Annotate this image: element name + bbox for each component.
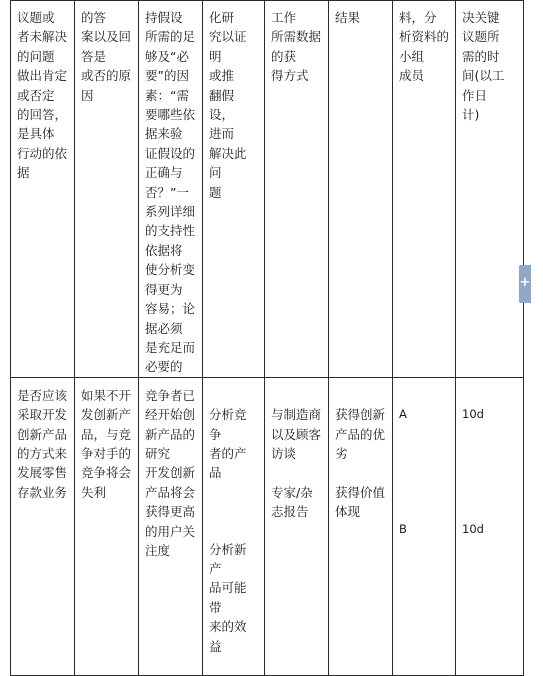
table-cell: 是否应该 采取开发 创新产品 的方式来 发展零售 存款业务 xyxy=(11,377,75,676)
cell-text: 专家/杂 志报告 xyxy=(271,484,313,520)
table-cell xyxy=(203,377,265,676)
table-cell xyxy=(329,377,393,676)
table-cell: 议题或 者未解决 的问题 做出肯定 或否定 的回答， 是具体 行动的依 据 xyxy=(11,1,75,378)
table-row xyxy=(11,1,524,378)
issue-analysis-table xyxy=(10,0,524,676)
table-cell: 工作 所需数据 的获 得方式 xyxy=(265,1,329,378)
cell-text: 分析竞争 者的产品 xyxy=(209,407,247,481)
plus-icon: + xyxy=(519,275,531,290)
table-cell: 如果不开 发创新产 品，与竞 争对手的 竞争将会 失利 xyxy=(75,377,139,676)
table-cell: 持假设 所需的足 够及“必 要”的因 素：“需 要哪些依 据来验 证假设的 正确与 否？”一 系列详细 的支持性 依据将 使分析变 得更为 容易；论 据必须 是充足而 必要的 xyxy=(139,1,203,378)
table-cell: 结果 xyxy=(329,1,393,378)
cell-text: 10d xyxy=(462,522,484,537)
table-cell xyxy=(456,377,524,676)
table-row xyxy=(11,377,524,676)
table-cell xyxy=(265,377,329,676)
table-cell xyxy=(393,377,456,676)
cell-text: A xyxy=(399,407,407,422)
table-cell: 料，分 析资料的 小组 成员 xyxy=(393,1,456,378)
cell-text: 分析新产 品可能带 来的效益 xyxy=(209,541,247,654)
table-cell: 的答 案以及回 答是 或否的原 因 xyxy=(75,1,139,378)
cell-text: 10d xyxy=(462,407,484,422)
table-cell: 竞争者已 经开始创 新产品的 研究 开发创新 产品将会 获得更高 的用户关 注度 xyxy=(139,377,203,676)
table-expand-handle[interactable] xyxy=(519,265,531,303)
cell-text: 获得创新 产品的优 劣 xyxy=(335,407,386,461)
table-cell: 化研 究以证明 或推 翻假设， 进而 解决此问 题 xyxy=(203,1,265,378)
cell-text: 与制造商 以及顾客 访谈 xyxy=(271,407,322,461)
cell-text: 获得价值 体现 xyxy=(335,484,386,520)
cell-text: B xyxy=(399,522,407,537)
table-cell: 决关键 议题所 需的时 间(以工 作日 计) xyxy=(456,1,524,378)
